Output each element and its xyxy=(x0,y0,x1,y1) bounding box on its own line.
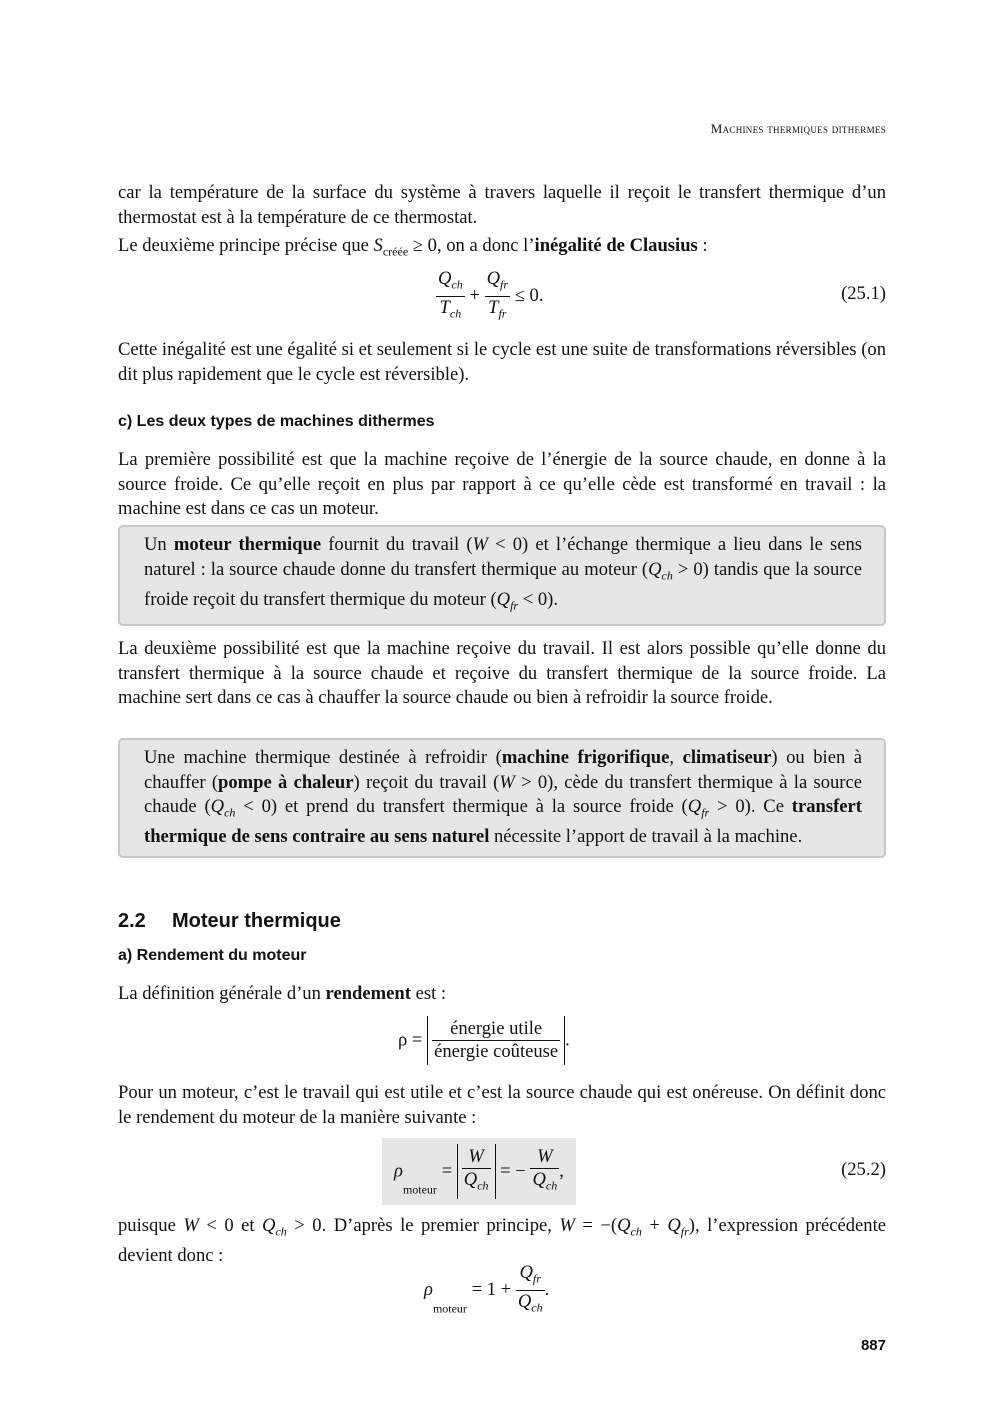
w-symbol: W xyxy=(537,1146,553,1167)
fraction-qfr-qch xyxy=(516,1262,545,1318)
subscript: ch xyxy=(275,1224,287,1239)
q-symbol: Q xyxy=(496,588,511,610)
text: > 0. D’après le premier principe, xyxy=(286,1215,560,1236)
q-symbol: Q xyxy=(687,796,702,817)
symbol-s: S xyxy=(373,235,383,256)
q-symbol: Q xyxy=(463,1169,478,1190)
text: < 0). xyxy=(518,588,559,610)
text: ≥ 0, on a donc l’ xyxy=(408,235,535,256)
text: Le deuxième principe précise que xyxy=(118,235,374,256)
equation-tail: . xyxy=(544,1279,550,1301)
equation-25-1 xyxy=(118,268,886,322)
text: nécessite l’apport de travail à la machine. xyxy=(489,826,803,848)
subscript: ch xyxy=(661,568,673,583)
section-number: 2.2 xyxy=(118,910,146,932)
q-symbol: Q xyxy=(519,1262,533,1283)
rho-symbol: ρ xyxy=(394,1160,403,1182)
text: > 0). Ce xyxy=(709,796,792,817)
term-machine-frigorifique: machine frigorifique xyxy=(501,747,670,768)
text: ) ou bien à chauffer ( xyxy=(144,747,863,793)
section-heading-2-2 xyxy=(118,910,341,933)
subscript: ch xyxy=(531,1300,543,1315)
equation-number: (25.2) xyxy=(841,1159,886,1180)
q-symbol: Q xyxy=(262,1215,276,1236)
w-symbol: W xyxy=(499,771,515,793)
subscript: fr xyxy=(500,277,509,292)
equation-rho-motor xyxy=(118,1262,886,1318)
subscript: ch xyxy=(224,805,236,820)
subscript: fr xyxy=(680,1224,689,1239)
fraction-energy xyxy=(432,1018,560,1063)
subscript: fr xyxy=(498,306,507,321)
text: > 0), cède du transfert thermique à la source chaude ( xyxy=(144,771,862,817)
equals-sign: = xyxy=(441,1160,453,1182)
equation-tail: , xyxy=(559,1160,564,1182)
subscript: fr xyxy=(701,805,710,820)
text: , xyxy=(669,747,683,768)
text: ), l’expression précédente devient donc : xyxy=(118,1215,886,1267)
section-title: Moteur thermique xyxy=(172,910,341,932)
text: est : xyxy=(410,983,447,1004)
q-symbol: Q xyxy=(648,558,662,580)
page xyxy=(118,0,886,1417)
equation-body xyxy=(424,1262,549,1318)
text: < 0) et prend du transfert thermique à la source froide ( xyxy=(235,796,688,817)
rho-lhs: ρ = xyxy=(398,1029,423,1051)
w-symbol: W xyxy=(183,1215,199,1236)
q-symbol: Q xyxy=(532,1169,546,1190)
subscript: fr xyxy=(510,598,519,613)
subscript: créée xyxy=(382,244,409,259)
absolute-value xyxy=(457,1144,496,1199)
term-rendement: rendement xyxy=(325,983,411,1004)
text: < 0) et l’échange thermique a lieu dans le sens naturel : la source chaude donne du transfert thermique au moteur ( xyxy=(144,534,862,580)
q-symbol: Q xyxy=(667,1215,681,1236)
equals-minus: = − xyxy=(500,1160,526,1182)
w-symbol: W xyxy=(472,534,489,555)
w-symbol: W xyxy=(468,1146,484,1167)
text: Une machine thermique destinée à refroidir ( xyxy=(144,747,502,768)
equation-body xyxy=(398,1016,570,1065)
q-symbol: Q xyxy=(517,1290,532,1312)
text: + xyxy=(641,1215,668,1236)
fraction-w-qch xyxy=(462,1146,491,1197)
fraction-fr xyxy=(485,268,510,324)
term-pompe-a-chaleur: pompe à chaleur xyxy=(218,771,354,793)
text: Un xyxy=(144,534,174,555)
fraction-ch xyxy=(436,268,465,324)
paragraph-3: Cette inégalité est une égalité si et seulement si le cycle est une suite de transformations réversibles (on dit plus rapidement que le cycle est réversible). xyxy=(118,339,886,385)
equation-body xyxy=(436,268,544,324)
q-symbol: Q xyxy=(486,268,501,289)
paragraph-4: La première possibilité est que la machine reçoive de l’énergie de la source chaude, en donne à la source froide. Ce qu’elle reçoit en plus par rapport à ce qu’elle cède est transformé en travail : la machine est dans ce cas un moteur. xyxy=(118,449,886,519)
numerator: énergie utile xyxy=(432,1018,560,1041)
text: : xyxy=(697,235,708,256)
subscript: ch xyxy=(545,1178,558,1193)
subscript: moteur xyxy=(402,1182,437,1197)
subscript: ch xyxy=(477,1178,489,1193)
definition-box-motor xyxy=(118,525,886,626)
equation-number: (25.1) xyxy=(841,283,886,304)
denominator: énergie coûteuse xyxy=(434,1041,559,1062)
fraction-w-qch-2 xyxy=(530,1146,559,1197)
paragraph-8 xyxy=(118,1214,886,1269)
running-head: Machines thermiques dithermes xyxy=(710,121,886,136)
rho-symbol: ρ xyxy=(424,1279,433,1301)
paragraph-7: Pour un moteur, c’est le travail qui est utile et c’est la source chaude qui est onéreuse. On définit donc le rendement du moteur de la manière suivante : xyxy=(118,1082,886,1128)
subscript: fr xyxy=(532,1271,541,1286)
subsection-heading-c: c) Les deux types de machines dithermes xyxy=(118,413,435,430)
w-symbol: W xyxy=(559,1215,575,1236)
text: puisque xyxy=(118,1215,184,1236)
text: < 0 et xyxy=(198,1215,263,1236)
equation-rho xyxy=(118,1016,886,1072)
term-clausius: inégalité de Clausius xyxy=(534,235,698,256)
equation-tail: ≤ 0. xyxy=(514,285,544,307)
q-symbol: Q xyxy=(438,268,452,289)
subscript: ch xyxy=(449,306,462,321)
paragraph-6 xyxy=(118,982,886,1007)
equation-25-2 xyxy=(118,1138,886,1202)
t-symbol: T xyxy=(439,296,450,318)
term-sens-contraire: transfert thermique de sens contraire au sens naturel xyxy=(144,796,862,848)
t-symbol: T xyxy=(488,296,499,318)
text: La définition générale d’un xyxy=(118,983,326,1004)
equals-one-plus: = 1 + xyxy=(471,1279,512,1301)
text: > 0) tandis que la source froide reçoit du transfert thermique du moteur ( xyxy=(144,558,862,610)
text: = −( xyxy=(574,1215,618,1236)
paragraph-5: La deuxième possibilité est que la machine reçoive du travail. Il est alors possible qu’elle donne du transfert thermique à la source chaude et reçoive du transfert thermique de la source froide. La machine sert dans ce cas à chauffer la source chaude ou bien à refroidir la source froide. xyxy=(118,638,886,708)
q-symbol: Q xyxy=(210,796,225,817)
plus-sign: + xyxy=(469,285,480,307)
term-climatiseur: climatiseur xyxy=(682,747,772,768)
subsection-heading-a: a) Rendement du moteur xyxy=(118,947,307,964)
text: fournit du travail ( xyxy=(321,534,473,555)
subscript: ch xyxy=(451,277,463,292)
subscript: ch xyxy=(630,1224,642,1239)
equation-body xyxy=(382,1138,576,1205)
page-number: 887 xyxy=(860,1337,886,1354)
equation-tail: . xyxy=(565,1029,570,1051)
text: ) reçoit du travail ( xyxy=(353,771,500,793)
paragraph-1: car la température de la surface du système à travers laquelle il reçoit le transfert thermique d’un thermostat est à la température de ce thermostat. xyxy=(118,182,886,228)
term-moteur-thermique: moteur thermique xyxy=(173,534,322,555)
paragraph-2 xyxy=(118,234,886,264)
q-symbol: Q xyxy=(617,1215,631,1236)
subscript: moteur xyxy=(432,1301,467,1316)
definition-box-refrigerator xyxy=(118,738,886,858)
absolute-value xyxy=(427,1016,565,1065)
